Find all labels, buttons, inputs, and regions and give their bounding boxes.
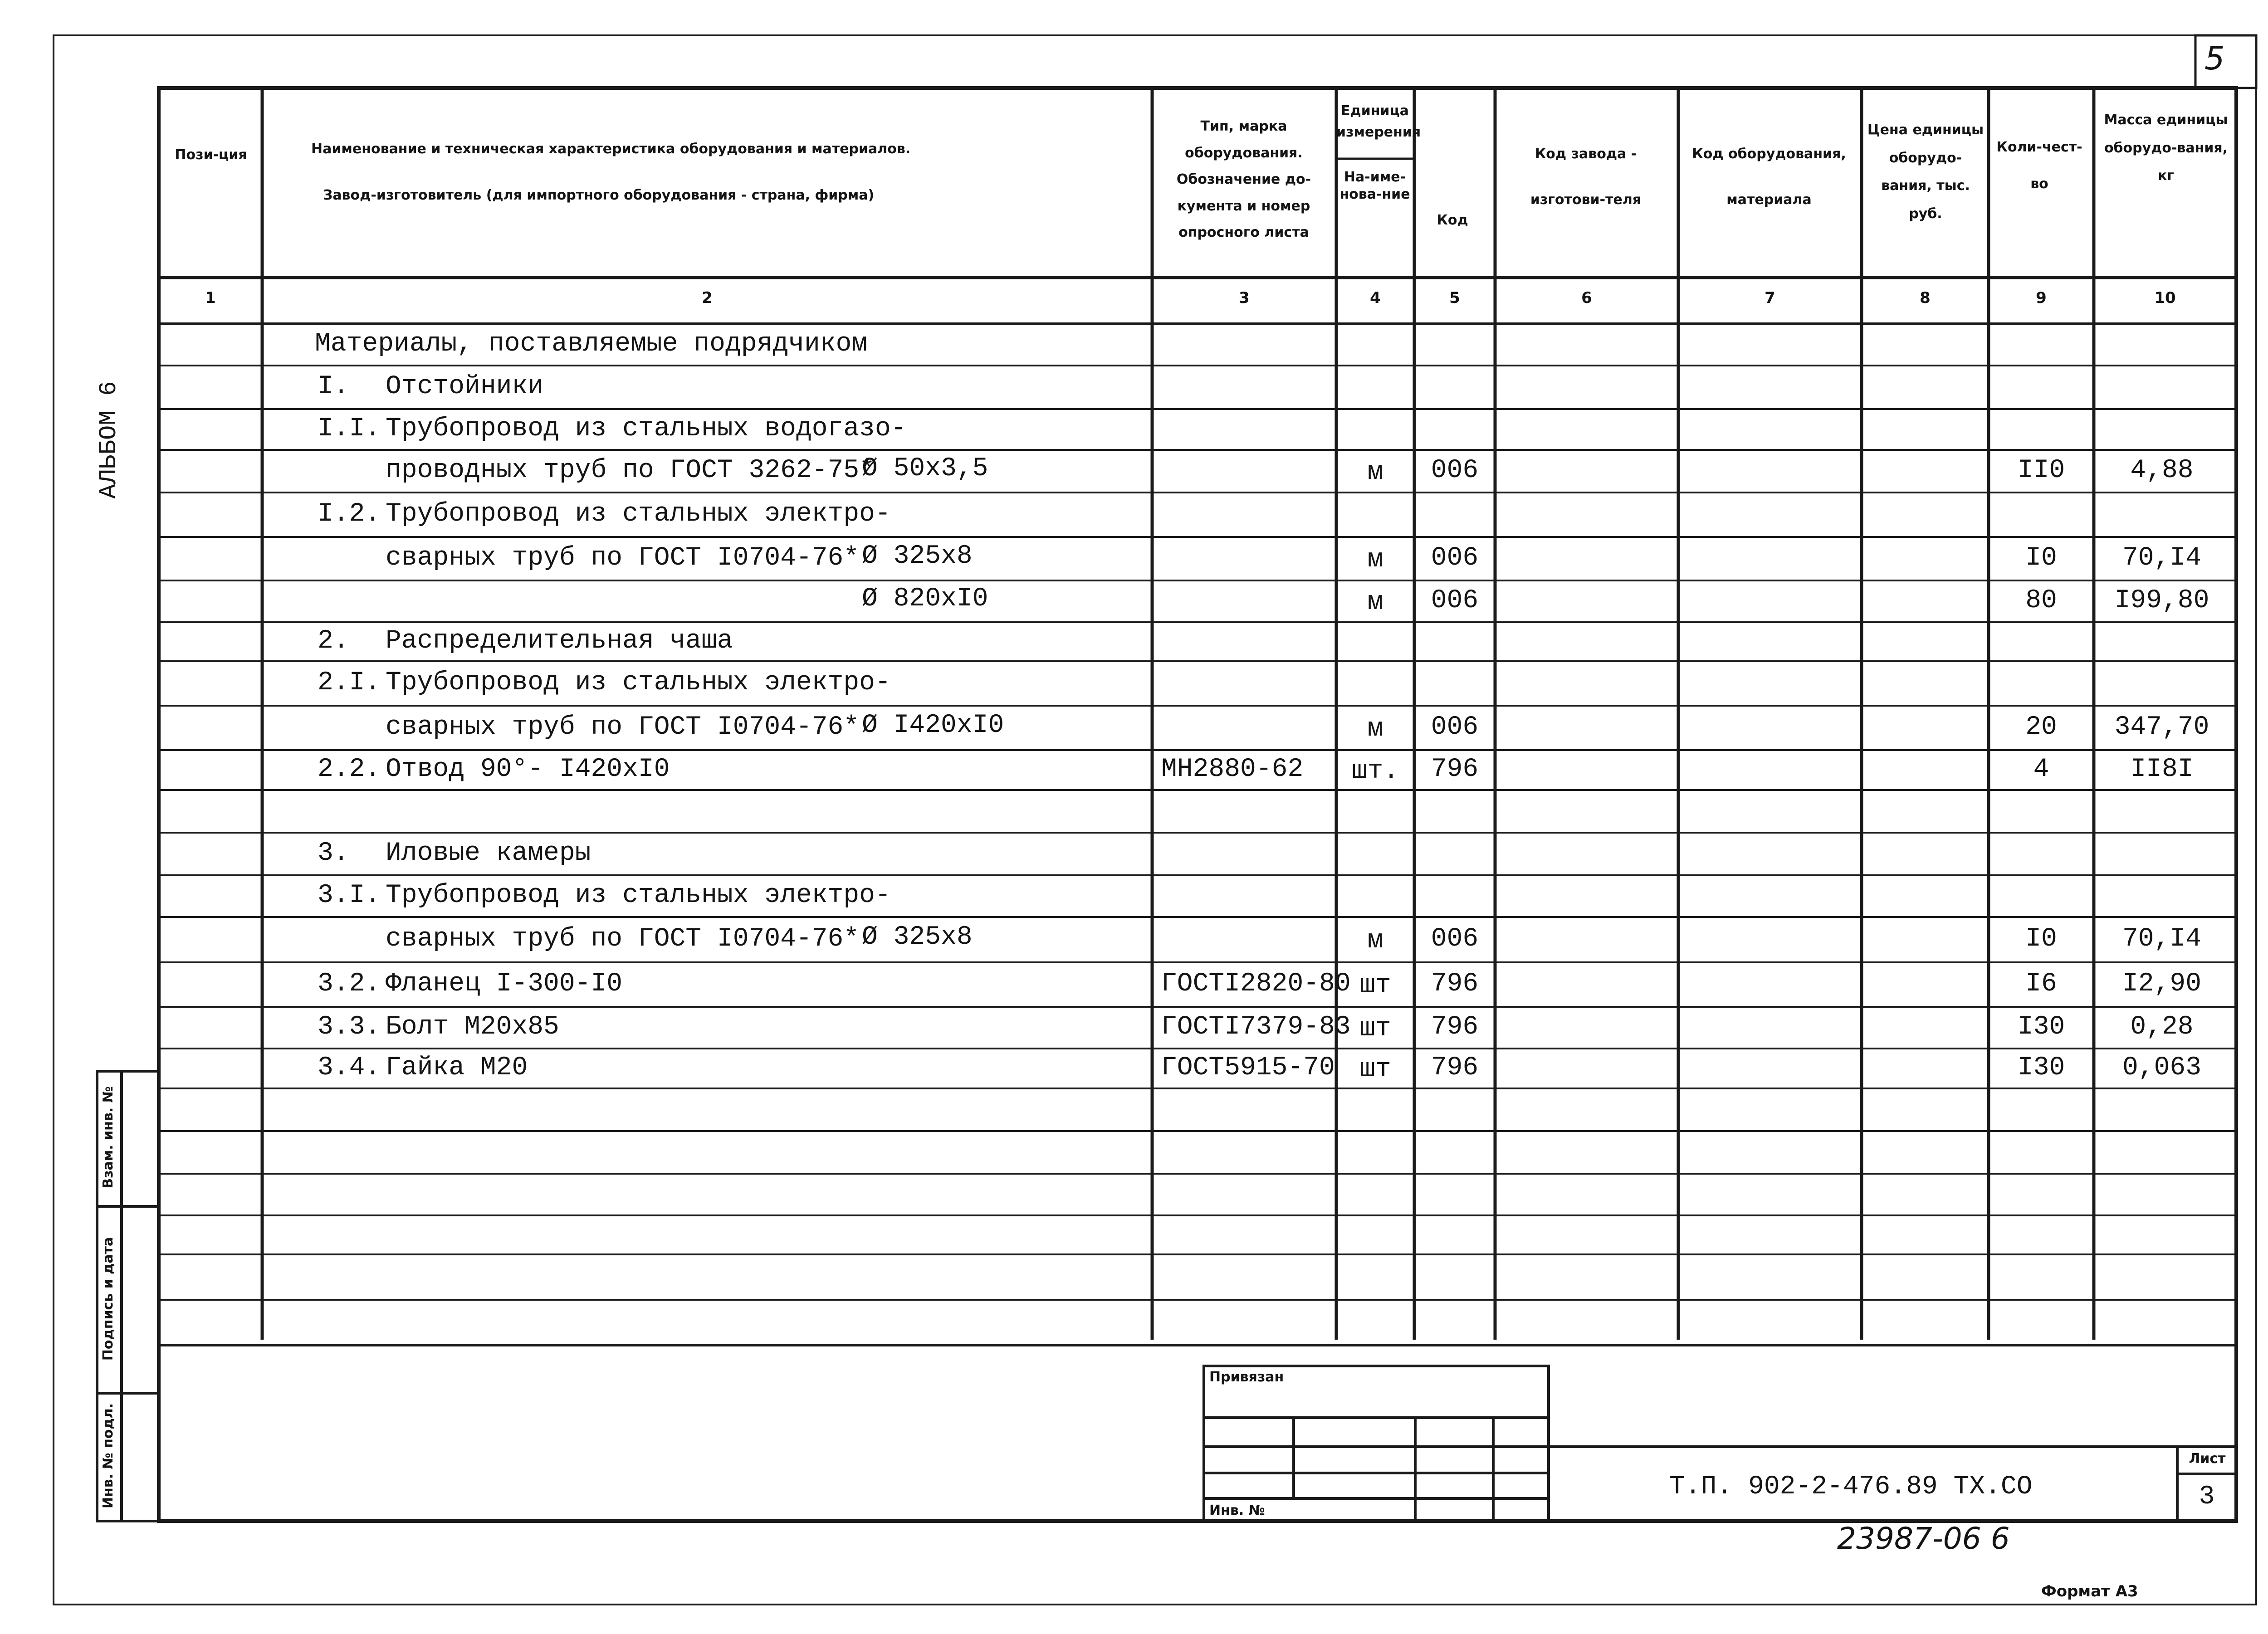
row-unit-code: 006: [1431, 924, 1479, 954]
row-quantity: I0: [2025, 543, 2057, 573]
row-unit: шт: [1359, 971, 1391, 1000]
header-position: Пози-ция: [175, 147, 247, 163]
row-name: Фланец I-300-I0: [386, 969, 623, 999]
row-unit-code: 006: [1431, 456, 1479, 485]
row-name: Гайка М20: [386, 1053, 528, 1083]
row-unit: м: [1367, 458, 1383, 487]
row-type: ГОСТ5915-70: [1161, 1053, 1335, 1083]
row-unit-code: 796: [1431, 1012, 1479, 1042]
row-quantity: II0: [2017, 456, 2065, 485]
row-position: 2.I.: [318, 668, 381, 697]
row-name: сварных труб по ГОСТ I0704-76*: [386, 543, 860, 573]
row-name: Трубопровод из стальных электро-: [386, 499, 891, 529]
row-position: I.: [318, 372, 349, 401]
row-name: Трубопровод из стальных электро-: [386, 668, 891, 697]
side-stamp-replaced-inv: Взам. инв. №: [100, 1086, 116, 1189]
row-mass: 70,I4: [2122, 543, 2202, 573]
side-stamp-original-inv: Инв. № подл.: [100, 1403, 116, 1509]
column-number: 4: [1370, 289, 1381, 307]
row-unit-code: 796: [1431, 755, 1479, 784]
row-position: I.I.: [318, 414, 381, 444]
row-name: Трубопровод из стальных водогазо-: [386, 414, 907, 444]
row-quantity: 20: [2025, 712, 2057, 742]
stamp-sheet-label: Лист: [2189, 1451, 2226, 1467]
row-unit: шт.: [1351, 756, 1399, 786]
header-unit: Единица измерения: [1336, 103, 1421, 140]
row-name: Трубопровод из стальных электро-: [386, 881, 891, 910]
column-number: 2: [702, 289, 713, 307]
row-dimension: Ø 820xI0: [862, 584, 988, 614]
row-quantity: I6: [2025, 969, 2057, 999]
page-number: 5: [2204, 40, 2225, 77]
header-name-line2: Завод-изготовитель (для импортного оборудования - страна, фирма): [323, 187, 875, 203]
handwritten-archive-code: 23987-06 6: [1837, 1521, 2010, 1556]
row-unit: м: [1367, 926, 1383, 956]
header-name-line1: Наименование и техническая характеристика оборудования и материалов.: [311, 141, 911, 157]
row-position: 3.3.: [318, 1012, 381, 1042]
side-stamp-signature-date: Подпись и дата: [100, 1237, 116, 1361]
row-dimension: Ø 325x8: [862, 541, 973, 571]
row-unit: шт: [1359, 1014, 1391, 1044]
column-number: 9: [2036, 289, 2047, 307]
format-label: Формат А3: [2041, 1582, 2138, 1600]
row-position: 3.: [318, 839, 349, 868]
row-unit-code: 796: [1431, 1053, 1479, 1083]
row-position: 2.2.: [318, 755, 381, 784]
row-name: Материалы, поставляемые подрядчиком: [315, 329, 868, 359]
row-quantity: 4: [2033, 755, 2049, 784]
row-unit: м: [1367, 545, 1383, 575]
album-label: АЛЬБОМ 6: [95, 381, 123, 499]
column-number: 3: [1239, 289, 1250, 307]
stamp-designation: Т.П. 902-2-476.89 ТХ.СО: [1669, 1472, 2033, 1502]
header-quantity: Коли-чест-во: [1996, 139, 2082, 192]
row-type: ГОСТI2820-80: [1161, 969, 1351, 999]
row-mass: 0,28: [2130, 1012, 2194, 1042]
header-mass: Масса единицы оборудо-вания, кг: [2104, 112, 2228, 184]
row-mass: I2,90: [2122, 969, 2202, 999]
outer-frame: [54, 35, 2256, 1605]
row-name: Болт М20x85: [386, 1012, 559, 1042]
row-name: Отстойники: [386, 372, 544, 401]
row-unit: шт: [1359, 1055, 1391, 1084]
row-unit: м: [1367, 714, 1383, 744]
header-type: Тип, марка оборудования. Обозначение до-кумента и номер опросного листа: [1176, 118, 1311, 240]
stamp-inv: Инв. №: [1209, 1502, 1265, 1518]
header-factory-code: Код завода - изготови-теля: [1530, 146, 1642, 208]
column-number: 8: [1920, 289, 1931, 307]
row-name: Иловые камеры: [386, 839, 591, 868]
header-price: Цена единицы оборудо-вания, тыс. руб.: [1867, 122, 1984, 222]
column-number: 5: [1449, 289, 1460, 307]
column-number: 7: [1765, 289, 1775, 307]
column-number: 6: [1581, 289, 1592, 307]
row-quantity: 80: [2025, 586, 2057, 615]
row-position: 2.: [318, 626, 349, 656]
row-unit-code: 006: [1431, 586, 1479, 615]
row-position: 3.2.: [318, 969, 381, 999]
column-number: 1: [205, 289, 216, 307]
header-unit-code: Код: [1437, 212, 1468, 228]
row-mass: 0,063: [2122, 1053, 2202, 1083]
header-equipment-code: Код оборудования, материала: [1692, 146, 1846, 208]
row-quantity: I0: [2025, 924, 2057, 954]
row-unit-code: 006: [1431, 543, 1479, 573]
row-name: Распределительная чаша: [386, 626, 733, 656]
row-position: I.2.: [318, 499, 381, 529]
row-position: 3.I.: [318, 881, 381, 910]
row-mass: 70,I4: [2122, 924, 2202, 954]
row-name: сварных труб по ГОСТ I0704-76*: [386, 924, 860, 954]
row-mass: 4,88: [2130, 456, 2194, 485]
row-type: МН2880-62: [1161, 755, 1304, 784]
row-unit-code: 796: [1431, 969, 1479, 999]
row-unit-code: 006: [1431, 712, 1479, 742]
header-unit-name: На-име-нова-ние: [1339, 169, 1410, 202]
row-name: Отвод 90°- I420xI0: [386, 755, 670, 784]
row-quantity: I30: [2017, 1053, 2065, 1083]
row-dimension: Ø 325x8: [862, 922, 973, 952]
row-mass: I99,80: [2114, 586, 2209, 615]
row-type: ГОСТI7379-83: [1161, 1012, 1351, 1042]
row-mass: II8I: [2130, 755, 2194, 784]
stamp-sheet-number: 3: [2199, 1482, 2215, 1512]
row-dimension: Ø I420xI0: [862, 711, 1004, 740]
row-name: проводных труб по ГОСТ 3262-75*: [386, 456, 875, 485]
row-quantity: I30: [2017, 1012, 2065, 1042]
stamp-privyazan: Привязан: [1209, 1369, 1284, 1385]
row-name: сварных труб по ГОСТ I0704-76*: [386, 712, 860, 742]
row-position: 3.4.: [318, 1053, 381, 1083]
row-dimension: Ø 50x3,5: [862, 454, 988, 483]
row-unit: м: [1367, 588, 1383, 617]
column-number: 10: [2154, 289, 2176, 307]
row-mass: 347,70: [2114, 712, 2209, 742]
